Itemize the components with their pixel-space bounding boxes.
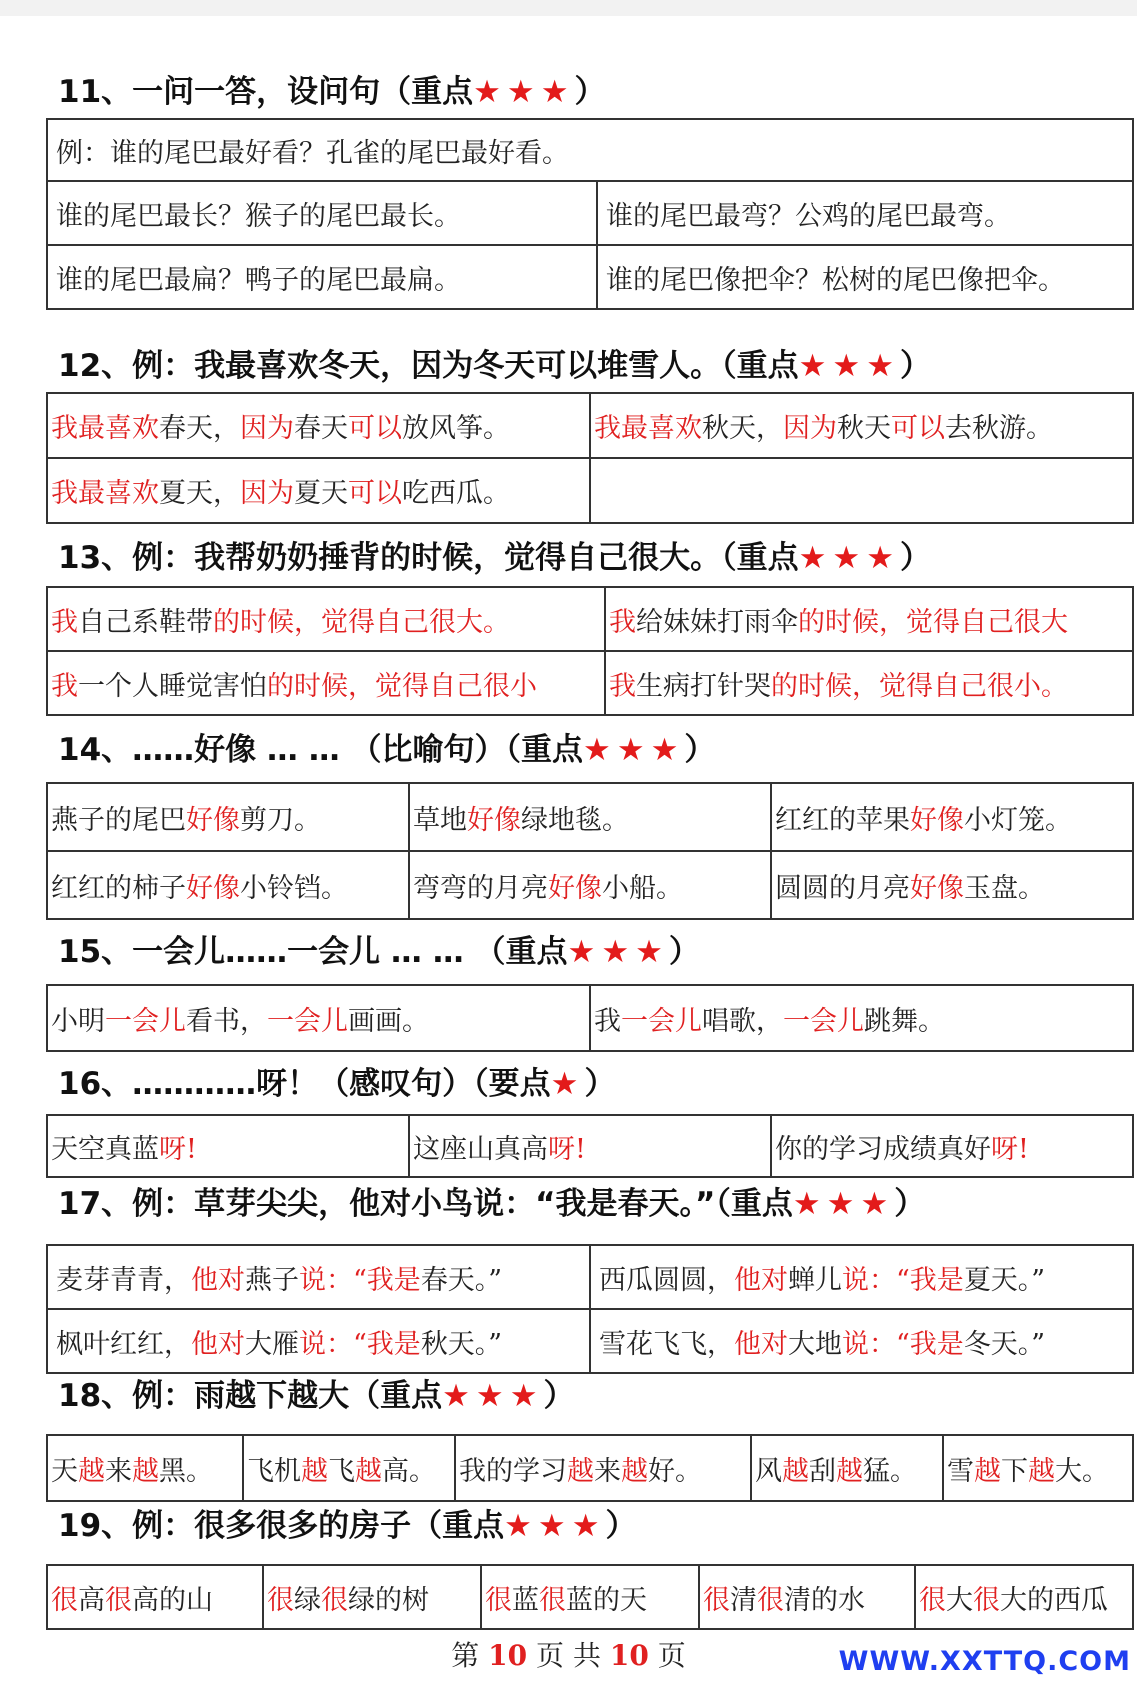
section-11-table <box>46 118 1134 310</box>
phrase-cell: 很大很大的西瓜 <box>915 1565 1133 1629</box>
heading-text: 19、例：很多很多的房子（重点 <box>58 1508 505 1544</box>
example-cell: 例：谁的尾巴最好看？孔雀的尾巴最好看。 <box>47 119 1133 181</box>
section-16-table <box>46 1114 1134 1178</box>
simile-cell: 草地好像绿地毯。 <box>409 783 771 851</box>
phrase-cell: 很绿很绿的树 <box>263 1565 481 1629</box>
dialogue-cell: 麦芽青青，他对燕子说：“我是春天。” <box>47 1245 590 1309</box>
answer-cell: 谁的尾巴最扁？鸭子的尾巴最扁。 <box>47 245 597 309</box>
exclamation-cell: 这座山真高呀! <box>409 1115 771 1177</box>
sentence-cell: 我生病打针哭的时候，觉得自己很小。 <box>605 651 1133 715</box>
sentence-cell: 我给妹妹打雨伞的时候，觉得自己很大 <box>605 587 1133 651</box>
section-12-heading <box>58 348 931 384</box>
answer-cell: 谁的尾巴像把伞？松树的尾巴像把伞。 <box>597 245 1133 309</box>
star-rating: ★ <box>550 1066 585 1102</box>
section-15-heading <box>58 934 700 970</box>
section-11-heading <box>58 74 606 110</box>
heading-end: ） <box>543 1378 575 1414</box>
star-rating: ★★★ <box>567 934 669 970</box>
answer-cell: 谁的尾巴最弯？公鸡的尾巴最弯。 <box>597 181 1133 245</box>
section-19-heading <box>58 1508 637 1544</box>
comparison-cell: 雪越下越大。 <box>943 1435 1133 1501</box>
star-rating: ★★★ <box>504 1508 606 1544</box>
heading-text: 13、例：我帮奶奶捶背的时候，觉得自己很大。（重点 <box>58 540 799 576</box>
comparison-cell: 风越刮越猛。 <box>751 1435 943 1501</box>
section-18-heading <box>58 1378 575 1414</box>
heading-text: 15、一会儿……一会儿 … … （重点 <box>58 934 568 970</box>
heading-end: ） <box>605 1508 637 1544</box>
exclamation-cell: 你的学习成绩真好呀! <box>771 1115 1133 1177</box>
page-number: 10 <box>488 1639 528 1672</box>
comparison-cell: 飞机越飞越高。 <box>243 1435 455 1501</box>
star-rating: ★★★ <box>798 540 901 576</box>
dialogue-cell: 枫叶红红，他对大雁说：“我是秋天。” <box>47 1309 590 1373</box>
heading-text: 14、……好像 … … （比喻句）（重点 <box>58 732 584 768</box>
phrase-cell: 很蓝很蓝的天 <box>481 1565 699 1629</box>
sentence-cell: 我一会儿唱歌，一会儿跳舞。 <box>590 985 1133 1051</box>
section-16-heading <box>58 1066 615 1102</box>
sentence-cell: 我最喜欢秋天，因为秋天可以去秋游。 <box>590 393 1133 458</box>
section-18-table <box>46 1434 1134 1502</box>
section-12-table <box>46 392 1134 524</box>
exclamation-cell: 天空真蓝呀! <box>47 1115 409 1177</box>
section-13-table <box>46 586 1134 716</box>
heading-text: 18、例：雨越下越大（重点 <box>58 1378 443 1414</box>
star-rating: ★★★ <box>473 74 575 110</box>
dialogue-cell: 雪花飞飞，他对大地说：“我是冬天。” <box>590 1309 1133 1373</box>
answer-cell: 谁的尾巴最长？猴子的尾巴最长。 <box>47 181 597 245</box>
simile-cell: 圆圆的月亮好像玉盘。 <box>771 851 1133 919</box>
sentence-cell: 小明一会儿看书，一会儿画画。 <box>47 985 590 1051</box>
heading-text: 17、例：草芽尖尖，他对小鸟说：“我是春天。”（重点 <box>58 1186 793 1222</box>
heading-end: ） <box>584 1066 616 1102</box>
heading-text: 11、一问一答，设问句（重点 <box>58 74 474 110</box>
sentence-cell: 我最喜欢春天，因为春天可以放风筝。 <box>47 393 590 458</box>
simile-cell: 红红的柿子好像小铃铛。 <box>47 851 409 919</box>
section-19-table <box>46 1564 1134 1630</box>
simile-cell: 弯弯的月亮好像小船。 <box>409 851 771 919</box>
section-14-heading <box>58 732 715 768</box>
comparison-cell: 我的学习越来越好。 <box>455 1435 751 1501</box>
section-17-table <box>46 1244 1134 1374</box>
heading-end: ） <box>684 732 716 768</box>
section-13-heading <box>58 540 931 576</box>
heading-end: ） <box>668 934 700 970</box>
sentence-cell: 我自己系鞋带的时候，觉得自己很大。 <box>47 587 605 651</box>
star-rating: ★★★ <box>792 1186 895 1222</box>
page-total: 10 <box>609 1639 649 1672</box>
heading-end: ） <box>900 540 932 576</box>
section-17-heading <box>58 1186 925 1222</box>
heading-end: ） <box>900 348 932 384</box>
phrase-cell: 很高很高的山 <box>47 1565 263 1629</box>
page-footer: 第 10 页 共 10 页 <box>451 1639 686 1672</box>
worksheet-page <box>0 16 1137 1684</box>
simile-cell: 红红的苹果好像小灯笼。 <box>771 783 1133 851</box>
heading-end: ） <box>574 74 606 110</box>
heading-end: ） <box>894 1186 926 1222</box>
dialogue-cell: 西瓜圆圆，他对蝉儿说：“我是夏天。” <box>590 1245 1133 1309</box>
star-rating: ★★★ <box>798 348 901 384</box>
watermark: WWW.XXTTQ.COM <box>838 1646 1131 1677</box>
empty-cell <box>590 458 1133 523</box>
heading-text: 12、例：我最喜欢冬天，因为冬天可以堆雪人。（重点 <box>58 348 799 384</box>
star-rating: ★★★ <box>442 1378 544 1414</box>
sentence-cell: 我最喜欢夏天，因为夏天可以吃西瓜。 <box>47 458 590 523</box>
simile-cell: 燕子的尾巴好像剪刀。 <box>47 783 409 851</box>
sentence-cell: 我一个人睡觉害怕的时候，觉得自己很小 <box>47 651 605 715</box>
phrase-cell: 很清很清的水 <box>699 1565 915 1629</box>
star-rating: ★★★ <box>583 732 685 768</box>
section-15-table <box>46 984 1134 1052</box>
heading-text: 16、…………呀！（感叹句）（要点 <box>58 1066 551 1102</box>
section-14-table <box>46 782 1134 920</box>
comparison-cell: 天越来越黑。 <box>47 1435 243 1501</box>
